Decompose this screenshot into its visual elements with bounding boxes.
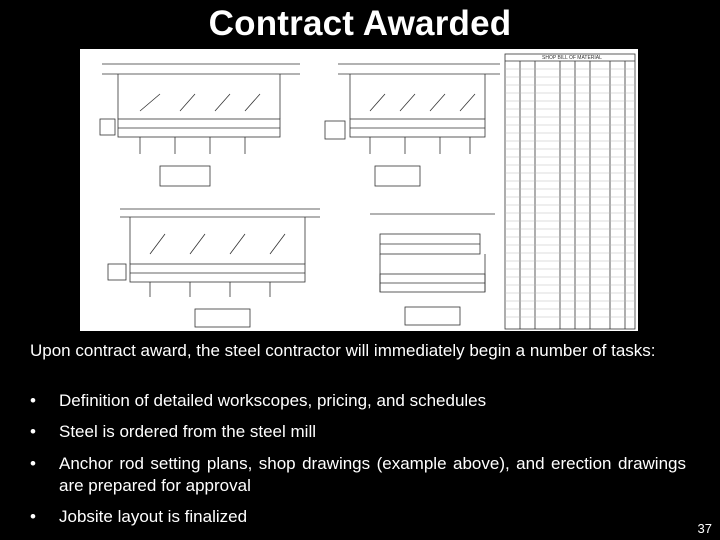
- slide-title: Contract Awarded: [208, 4, 512, 43]
- list-item-text: Steel is ordered from the steel mill: [59, 422, 316, 441]
- list-item-text: Jobsite layout is finalized: [59, 507, 248, 526]
- bom-title: SHOP BILL OF MATERIAL: [542, 55, 602, 61]
- page-number: 37: [697, 521, 712, 536]
- list-item-text: Definition of detailed workscopes, pricing, and schedules: [59, 391, 487, 410]
- bullet-icon: •: [30, 507, 36, 526]
- intro-text: Upon contract award, the steel contractor will immediately begin a number of tasks:: [30, 341, 656, 360]
- bullet-icon: •: [30, 454, 36, 473]
- list-item: [30, 421, 686, 443]
- bullet-icon: •: [30, 391, 36, 410]
- list-item: [30, 453, 686, 497]
- list-item: [30, 390, 686, 412]
- shop-drawing-image: [80, 49, 638, 331]
- task-list: [30, 390, 686, 528]
- list-item: [30, 506, 686, 528]
- bullet-icon: •: [30, 422, 36, 441]
- list-item-text: Anchor rod setting plans, shop drawings (example above), and erection drawings are prepared for approval: [59, 454, 686, 495]
